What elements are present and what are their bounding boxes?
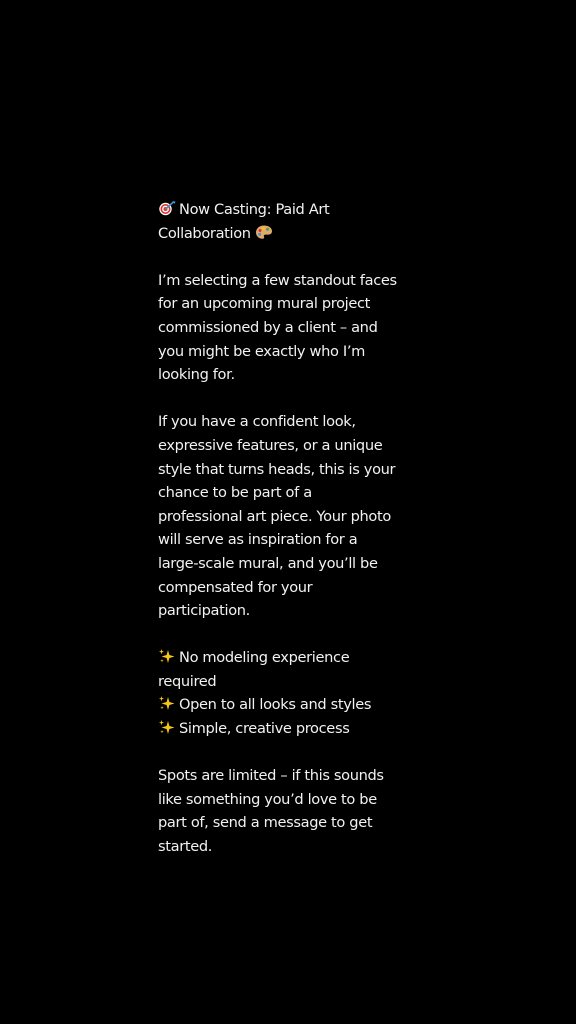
headline-line-1: Now Casting: Paid Art bbox=[179, 201, 330, 218]
intro-paragraph: I’m selecting a few standout faces for an upcoming mural project commissioned by a client – and you might be exactly who I’m looking for. bbox=[158, 271, 397, 384]
bullet-text: Simple, creative process bbox=[179, 720, 350, 738]
dart-target-icon bbox=[158, 200, 176, 216]
benefits-list bbox=[158, 646, 398, 740]
headline-line-2: Collaboration bbox=[158, 224, 251, 242]
artist-palette-icon bbox=[255, 224, 273, 240]
closing-paragraph: Spots are limited – if this sounds like something you’d love to be part of, send a message to get started. bbox=[158, 767, 384, 856]
list-item bbox=[158, 717, 398, 741]
bullet-text: No modeling experience required bbox=[158, 649, 350, 690]
sparkles-icon bbox=[158, 719, 176, 735]
bullet-text: Open to all looks and styles bbox=[179, 696, 372, 714]
list-item bbox=[158, 693, 398, 717]
sparkles-icon bbox=[158, 648, 176, 664]
headline bbox=[158, 198, 398, 245]
story-text-block bbox=[158, 198, 398, 882]
sparkles-icon bbox=[158, 695, 176, 711]
list-item bbox=[158, 646, 398, 693]
details-paragraph: If you have a confident look, expressive features, or a unique style that turns heads, this is your chance to be part of a professional art piece. Your photo will serve as inspiration for a large-scale mural, and you’ll be compensated for your participation. bbox=[158, 413, 396, 620]
